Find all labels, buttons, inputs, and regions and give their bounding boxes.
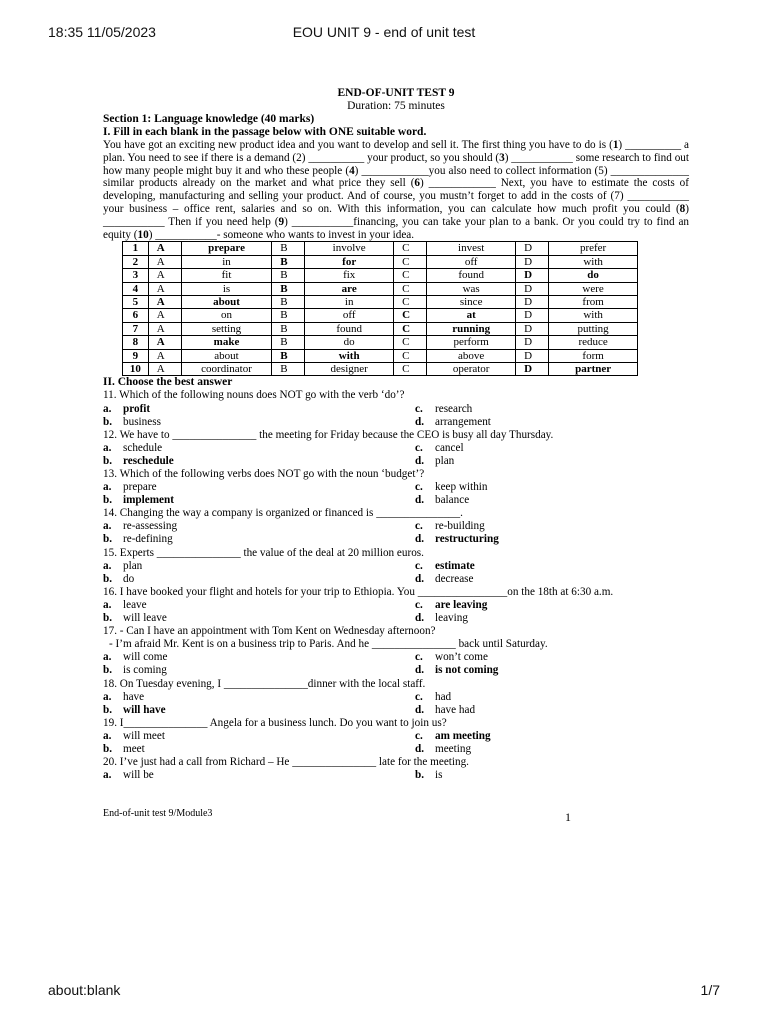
option-word: with	[549, 309, 638, 322]
option-letter: d.	[415, 415, 425, 428]
option-letter: B	[272, 255, 305, 268]
option-letter: d.	[415, 533, 425, 546]
option-text: reschedule	[123, 454, 174, 467]
question-stem: 12. We have to _______________ the meeting for Friday because the CEO is busy all day Thursday.	[103, 428, 554, 441]
answer-option	[103, 743, 145, 756]
option-text: re-assessing	[123, 520, 178, 533]
option-letter: a.	[103, 651, 112, 664]
option-row	[103, 691, 689, 704]
answer-row	[123, 309, 638, 322]
option-letter: B	[272, 349, 305, 362]
print-page-count: 1/7	[700, 982, 720, 998]
question-stem: 16. I have booked your flight and hotels for your trip to Ethiopia. You ________________on the 18th at 6:30 a.m.	[103, 585, 614, 598]
option-word: coordinator	[181, 363, 271, 376]
option-text: estimate	[435, 559, 475, 572]
document-footer	[103, 808, 689, 824]
option-letter: C	[394, 349, 427, 362]
row-number: 9	[123, 349, 149, 362]
option-letter: c.	[415, 481, 423, 494]
answer-option	[103, 612, 167, 625]
option-text: profit	[123, 402, 151, 415]
question-stem: 19. I_______________ Angela for a business lunch. Do you want to join us?	[103, 716, 447, 729]
option-letter: A	[148, 336, 181, 349]
option-text: will leave	[123, 612, 167, 625]
option-word: designer	[305, 363, 394, 376]
option-letter: c.	[415, 520, 423, 533]
answer-option	[103, 651, 167, 664]
question-stem: 17. - Can I have an appointment with Tom Kent on Wednesday afternoon?	[103, 625, 436, 638]
option-row	[103, 533, 689, 546]
option-word: about	[181, 349, 271, 362]
section-heading: Section 1: Language knowledge (40 marks)	[103, 113, 315, 125]
option-word: make	[181, 336, 271, 349]
answer-option	[415, 769, 442, 782]
option-letter: A	[148, 309, 181, 322]
option-letter: B	[272, 336, 305, 349]
row-number: 1	[123, 242, 149, 255]
question-stem-continued: - I’m afraid Mr. Kent is on a business trip to Paris. And he _______________ back until Saturday.	[109, 638, 548, 651]
option-letter: b.	[103, 494, 113, 507]
option-word: reduce	[549, 336, 638, 349]
row-number: 4	[123, 282, 149, 295]
option-letter: A	[148, 255, 181, 268]
option-word: prefer	[549, 242, 638, 255]
option-letter: d.	[415, 454, 425, 467]
option-letter: C	[394, 269, 427, 282]
option-row	[103, 769, 689, 782]
row-number: 8	[123, 336, 149, 349]
option-letter: a.	[103, 690, 112, 703]
answer-option	[415, 442, 464, 455]
answer-option	[415, 651, 488, 664]
option-word: found	[427, 269, 516, 282]
answer-option	[103, 442, 162, 455]
answer-option	[103, 481, 157, 494]
option-letter: D	[516, 349, 549, 362]
answer-option	[415, 533, 499, 546]
option-word: fit	[181, 269, 271, 282]
option-letter: b.	[103, 533, 113, 546]
option-word: with	[549, 255, 638, 268]
option-word: operator	[427, 363, 516, 376]
row-number: 3	[123, 269, 149, 282]
option-letter: c.	[415, 402, 423, 415]
question	[103, 756, 689, 782]
question	[103, 717, 689, 756]
option-word: form	[549, 349, 638, 362]
option-letter: a.	[103, 769, 112, 782]
row-number: 7	[123, 322, 149, 335]
option-text: leave	[123, 598, 147, 611]
option-word: found	[305, 322, 394, 335]
question-stem: 20. I’ve just had a call from Richard – He _______________ late for the meeting.	[103, 756, 469, 769]
option-text: have	[123, 690, 145, 703]
row-number: 2	[123, 255, 149, 268]
option-text: won’t come	[435, 651, 488, 664]
option-letter: A	[148, 322, 181, 335]
answer-option	[415, 730, 491, 743]
option-text: plan	[435, 454, 455, 467]
option-text: will meet	[123, 729, 165, 742]
answer-option	[415, 573, 474, 586]
option-word: running	[427, 322, 516, 335]
option-word: were	[549, 282, 638, 295]
option-row	[103, 704, 689, 717]
answer-option	[415, 455, 454, 468]
option-row	[103, 664, 689, 677]
answer-row	[123, 336, 638, 349]
answer-option	[103, 730, 165, 743]
answer-option	[103, 573, 134, 586]
answer-row	[123, 269, 638, 282]
option-word: above	[427, 349, 516, 362]
option-text: are leaving	[435, 598, 488, 611]
option-word: since	[427, 296, 516, 309]
option-word: invest	[427, 242, 516, 255]
option-letter: d.	[415, 572, 425, 585]
answer-option	[415, 416, 491, 429]
answer-row	[123, 255, 638, 268]
answer-option	[103, 691, 144, 704]
test-duration: Duration: 75 minutes	[347, 100, 445, 112]
part1-instruction: I. Fill in each blank in the passage below with ONE suitable word.	[103, 126, 427, 138]
answer-option	[415, 481, 488, 494]
option-letter: d.	[415, 494, 425, 507]
option-text: will have	[123, 703, 166, 716]
option-row	[103, 560, 689, 573]
option-letter: B	[272, 309, 305, 322]
option-letter: C	[394, 282, 427, 295]
option-text: meeting	[435, 742, 472, 755]
option-word: from	[549, 296, 638, 309]
answer-option	[103, 704, 166, 717]
option-row	[103, 494, 689, 507]
option-letter: a.	[103, 520, 112, 533]
print-header	[0, 24, 768, 44]
option-text: cancel	[435, 441, 464, 454]
question	[103, 429, 689, 468]
answer-option	[415, 743, 471, 756]
option-text: implement	[123, 494, 174, 507]
option-letter: D	[516, 336, 549, 349]
option-letter: B	[272, 269, 305, 282]
option-word: putting	[549, 322, 638, 335]
question	[103, 586, 689, 625]
option-letter: A	[148, 269, 181, 282]
print-datetime: 18:35 11/05/2023	[48, 24, 156, 40]
option-text: is coming	[123, 664, 167, 677]
option-text: plan	[123, 559, 143, 572]
answer-row	[123, 242, 638, 255]
question	[103, 678, 689, 717]
answer-option	[103, 520, 177, 533]
option-word: about	[181, 296, 271, 309]
option-row	[103, 442, 689, 455]
answer-option	[415, 704, 475, 717]
option-letter: c.	[415, 729, 423, 742]
question-list	[103, 389, 689, 782]
test-title: END-OF-UNIT TEST 9	[337, 87, 455, 99]
option-letter: b.	[103, 612, 113, 625]
option-letter: D	[516, 269, 549, 282]
option-letter: a.	[103, 402, 112, 415]
option-row	[103, 730, 689, 743]
option-letter: b.	[103, 415, 113, 428]
answer-option	[415, 691, 451, 704]
answer-option	[103, 533, 173, 546]
option-letter: c.	[415, 598, 423, 611]
option-letter: b.	[103, 742, 113, 755]
answer-option	[415, 664, 498, 677]
cloze-passage: You have got an exciting new product idea and you want to develop and sell it. The first thing you have to do is (1) __________ a plan. You need to see if there is a demand (2) __________ your product, so you should (3) ___________ some research to find out how many people might buy it and who these people (4) ____________you also need to collect information (5) ______________ similar products already on the market and what price they sell (6) ____________ Next, you have to estimate the costs of developing, manufacturing and selling your product. And of course, you mustn’t forget to add in the costs of (7) ___________ your business – office rent, salaries and so on. With this information, you can calculate how much profit you could (8) ___________ Then if you need help (9) ___________financing, you can take your plan to a bank. Or you could try to find an equity (10) ___________- someone who wants to invest in your idea.	[103, 139, 689, 241]
answer-option	[415, 599, 487, 612]
question-stem: 14. Changing the way a company is organized or financed is _______________.	[103, 507, 463, 520]
option-letter: a.	[103, 559, 112, 572]
option-letter: D	[516, 255, 549, 268]
option-text: had	[435, 690, 452, 703]
answer-table	[122, 241, 638, 376]
option-text: business	[123, 415, 161, 428]
answer-option	[103, 416, 161, 429]
answer-option	[103, 494, 174, 507]
option-word: involve	[305, 242, 394, 255]
option-word: fix	[305, 269, 394, 282]
option-letter: d.	[415, 612, 425, 625]
option-word: at	[427, 309, 516, 322]
answer-option	[103, 560, 142, 573]
row-number: 6	[123, 309, 149, 322]
option-letter: D	[516, 296, 549, 309]
option-word: setting	[181, 322, 271, 335]
answer-option	[103, 403, 150, 416]
option-letter: D	[516, 282, 549, 295]
option-text: decrease	[435, 572, 474, 585]
answer-option	[415, 612, 468, 625]
option-letter: C	[394, 309, 427, 322]
option-text: restructuring	[435, 533, 499, 546]
option-row	[103, 743, 689, 756]
option-letter: A	[148, 296, 181, 309]
answer-option	[415, 560, 475, 573]
option-letter: C	[394, 296, 427, 309]
option-letter: b.	[103, 703, 113, 716]
answer-option	[103, 664, 167, 677]
option-text: meet	[123, 742, 145, 755]
question-stem: 15. Experts _______________ the value of the deal at 20 million euros.	[103, 546, 424, 559]
option-letter: A	[148, 349, 181, 362]
row-number: 5	[123, 296, 149, 309]
option-text: arrangement	[435, 415, 491, 428]
option-word: for	[305, 255, 394, 268]
option-text: have had	[435, 703, 476, 716]
option-letter: C	[394, 322, 427, 335]
option-word: was	[427, 282, 516, 295]
option-word: do	[549, 269, 638, 282]
answer-row	[123, 349, 638, 362]
option-word: in	[181, 255, 271, 268]
option-letter: B	[272, 242, 305, 255]
option-word: partner	[549, 363, 638, 376]
option-row	[103, 416, 689, 429]
option-letter: C	[394, 255, 427, 268]
option-text: re-building	[435, 520, 485, 533]
option-letter: d.	[415, 703, 425, 716]
question	[103, 389, 689, 428]
option-word: is	[181, 282, 271, 295]
option-word: off	[427, 255, 516, 268]
option-row	[103, 520, 689, 533]
option-text: is	[435, 769, 443, 782]
page-number: 1	[565, 810, 571, 824]
row-number: 10	[123, 363, 149, 376]
answer-option	[103, 769, 154, 782]
footer-label: End-of-unit test 9/Module3	[103, 808, 213, 819]
part2-instruction: II. Choose the best answer	[103, 376, 233, 389]
option-letter: a.	[103, 729, 112, 742]
print-doc-title: EOU UNIT 9 - end of unit test	[292, 24, 476, 40]
option-letter: c.	[415, 690, 423, 703]
answer-option	[415, 520, 485, 533]
option-letter: C	[394, 336, 427, 349]
answer-row	[123, 282, 638, 295]
option-text: will come	[123, 651, 168, 664]
option-letter: B	[272, 282, 305, 295]
option-row	[103, 573, 689, 586]
option-word: off	[305, 309, 394, 322]
print-footer	[0, 982, 768, 1002]
option-letter: A	[148, 363, 181, 376]
option-letter: c.	[415, 441, 423, 454]
option-letter: A	[148, 282, 181, 295]
option-text: leaving	[435, 612, 468, 625]
option-word: in	[305, 296, 394, 309]
option-text: research	[435, 402, 473, 415]
option-row	[103, 599, 689, 612]
option-letter: B	[272, 296, 305, 309]
option-word: are	[305, 282, 394, 295]
option-word: do	[305, 336, 394, 349]
option-letter: B	[272, 363, 305, 376]
document-page	[103, 87, 689, 782]
option-letter: c.	[415, 559, 423, 572]
option-letter: b.	[103, 572, 113, 585]
question	[103, 468, 689, 507]
option-row	[103, 403, 689, 416]
answer-option	[103, 599, 147, 612]
option-row	[103, 455, 689, 468]
answer-option	[103, 455, 174, 468]
option-letter: D	[516, 363, 549, 376]
answer-option	[415, 403, 472, 416]
answer-row	[123, 363, 638, 376]
option-letter: C	[394, 242, 427, 255]
option-text: is not coming	[435, 664, 499, 677]
option-text: schedule	[123, 441, 163, 454]
answer-row	[123, 296, 638, 309]
option-letter: a.	[103, 481, 112, 494]
question	[103, 547, 689, 586]
option-text: will be	[123, 769, 154, 782]
print-url: about:blank	[48, 982, 121, 998]
option-text: do	[123, 572, 135, 585]
option-word: on	[181, 309, 271, 322]
option-letter: d.	[415, 664, 425, 677]
question-stem: 13. Which of the following verbs does NOT go with the noun ‘budget’?	[103, 468, 425, 480]
option-row	[103, 651, 689, 664]
option-letter: A	[148, 242, 181, 255]
option-letter: b.	[103, 454, 113, 467]
option-letter: b.	[415, 769, 425, 782]
answer-row	[123, 322, 638, 335]
option-word: with	[305, 349, 394, 362]
option-letter: d.	[415, 742, 425, 755]
option-letter: a.	[103, 598, 112, 611]
question-stem: 11. Which of the following nouns does NOT go with the verb ‘do’?	[103, 389, 405, 402]
question	[103, 507, 689, 546]
option-letter: b.	[103, 664, 113, 677]
option-letter: D	[516, 242, 549, 255]
option-word: perform	[427, 336, 516, 349]
answer-option	[415, 494, 469, 507]
option-letter: B	[272, 322, 305, 335]
option-row	[103, 612, 689, 625]
option-text: balance	[435, 494, 470, 507]
question-stem: 18. On Tuesday evening, I _______________dinner with the local staff.	[103, 677, 426, 690]
option-letter: C	[394, 363, 427, 376]
option-word: prepare	[181, 242, 271, 255]
option-letter: D	[516, 309, 549, 322]
option-letter: a.	[103, 441, 112, 454]
option-text: re-defining	[123, 533, 173, 546]
option-letter: c.	[415, 651, 423, 664]
option-row	[103, 481, 689, 494]
option-text: am meeting	[435, 729, 491, 742]
option-text: prepare	[123, 481, 157, 494]
question	[103, 625, 689, 677]
option-text: keep within	[435, 481, 488, 494]
option-letter: D	[516, 322, 549, 335]
